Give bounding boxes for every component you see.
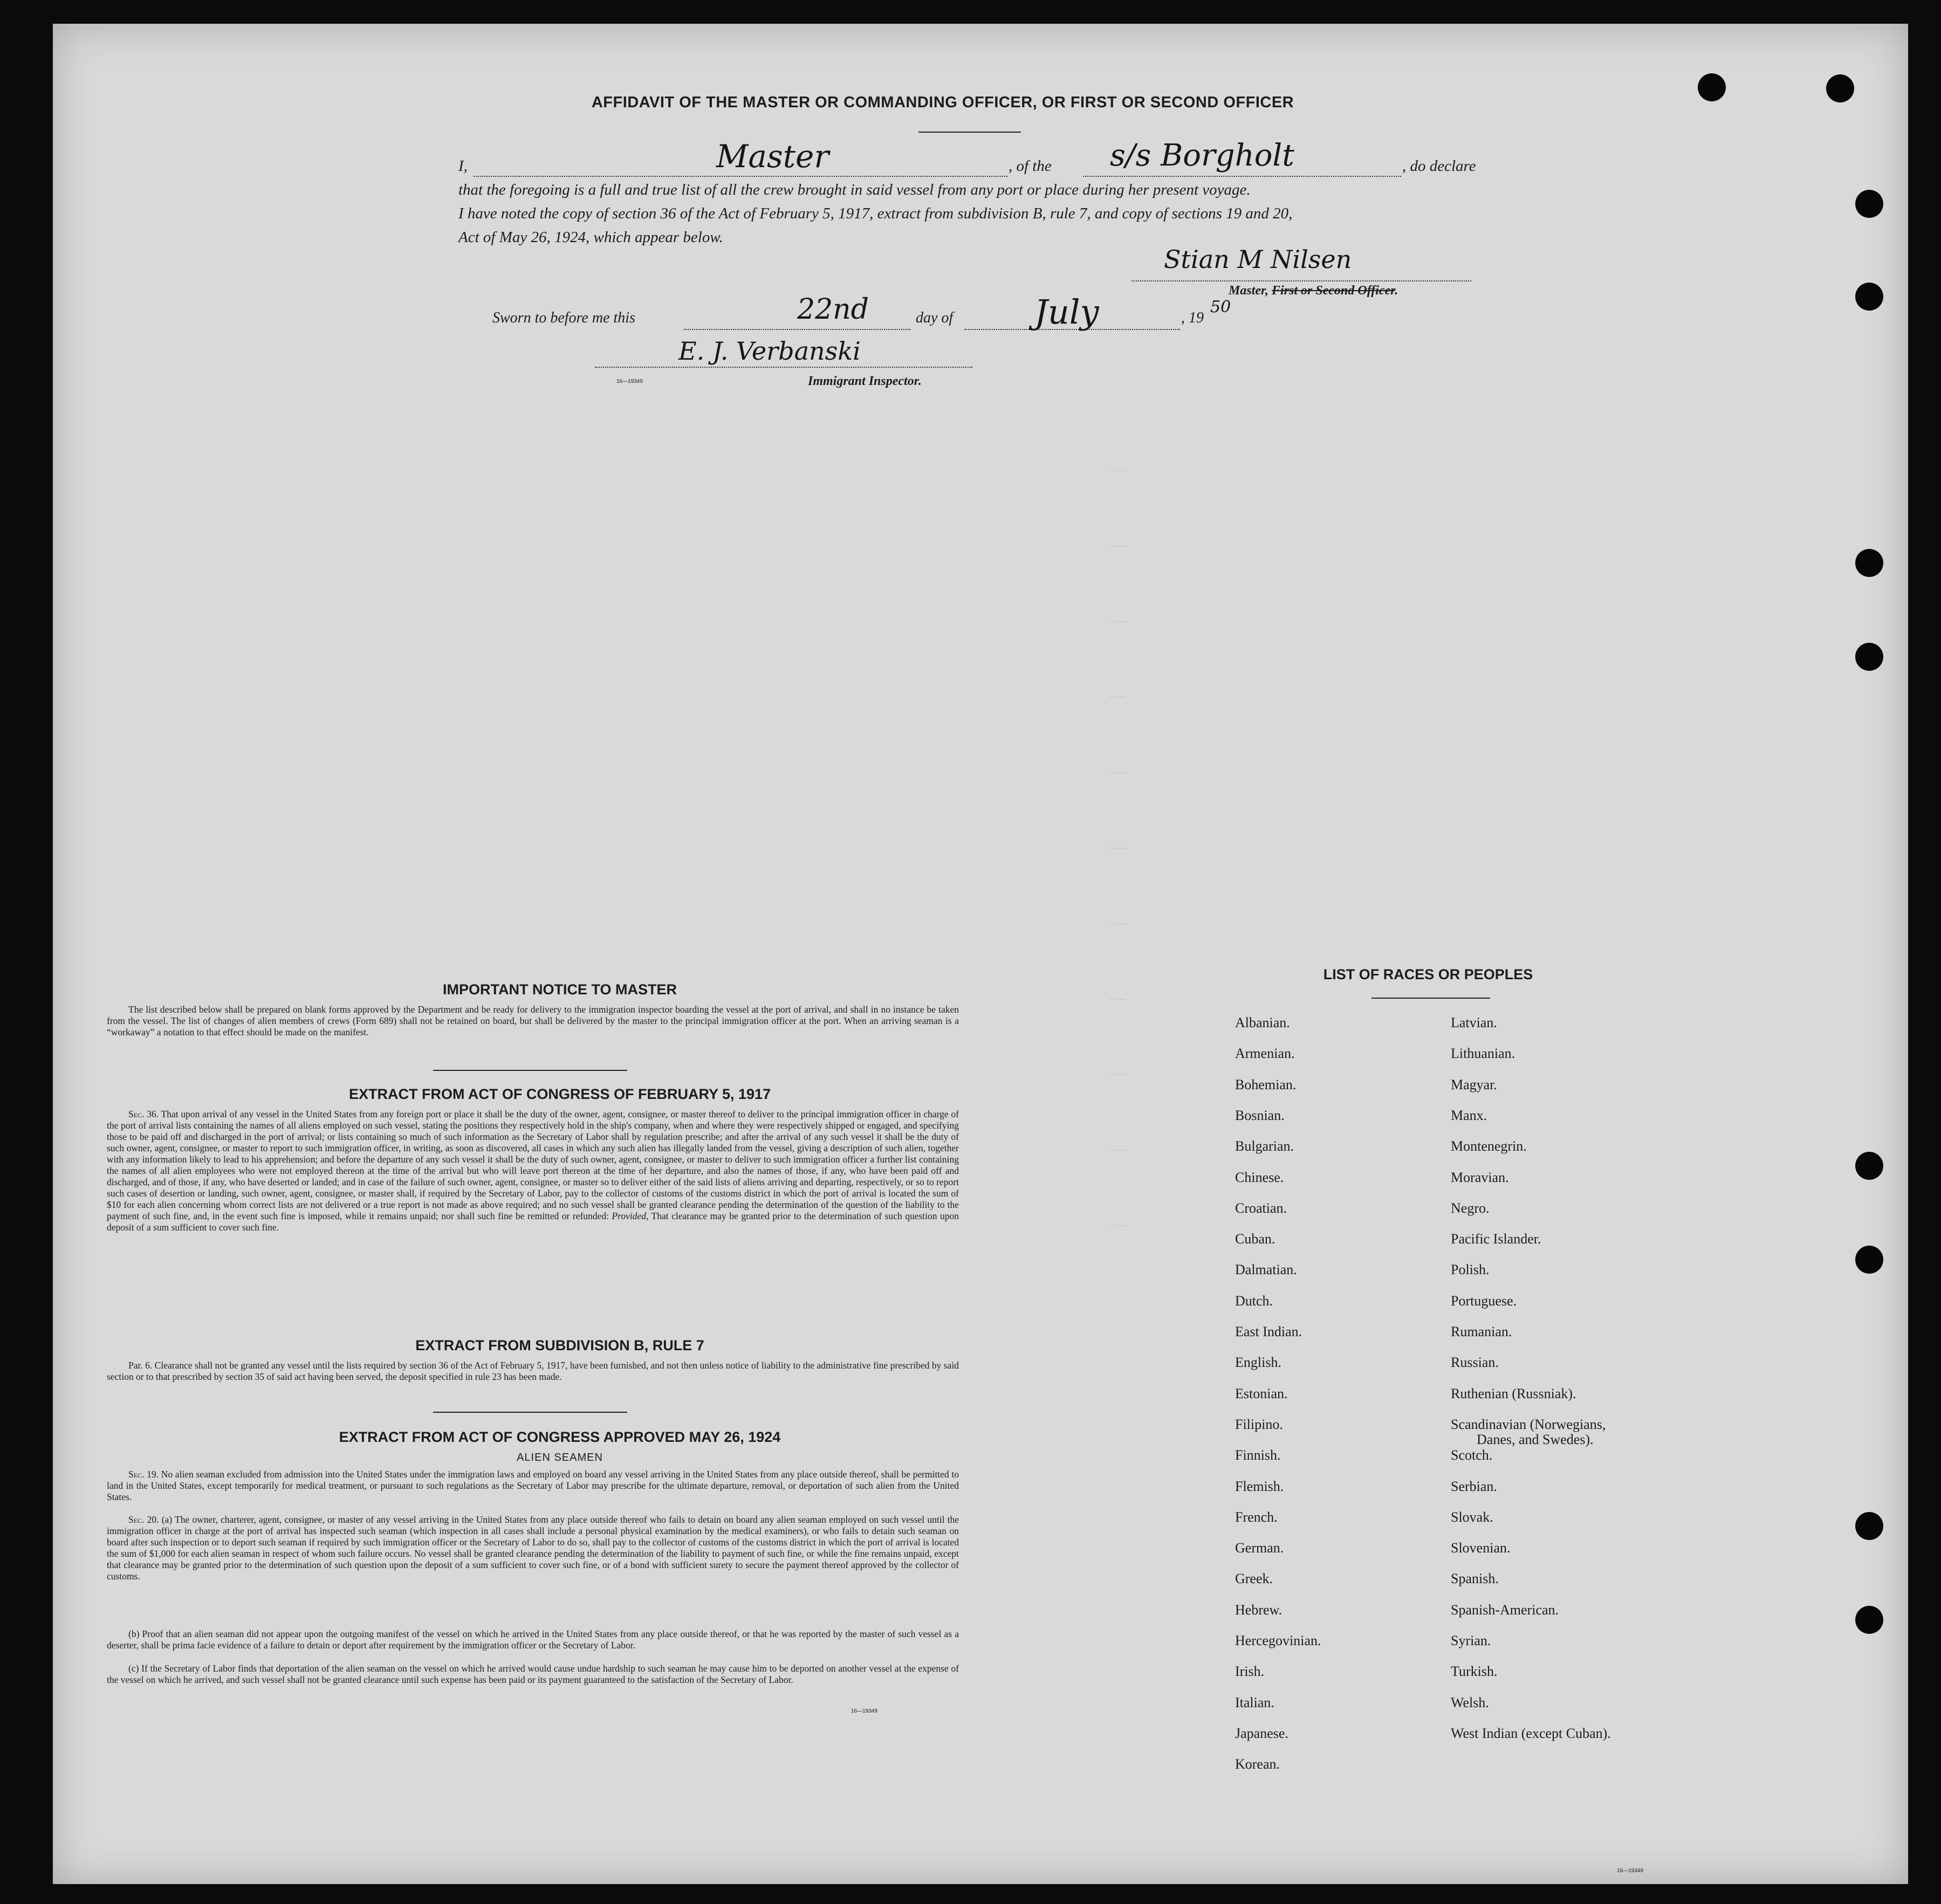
signature-dotted-line: [1131, 280, 1471, 281]
race-item: Hebrew.: [1235, 1601, 1282, 1618]
handwritten-year: 50: [1210, 298, 1231, 317]
master-signature: Stian M Nilsen: [1164, 245, 1352, 274]
binder-hole: [1855, 283, 1883, 311]
race-item: Japanese.: [1235, 1725, 1288, 1741]
race-item: Filipino.: [1235, 1416, 1283, 1432]
race-item: Scotch.: [1451, 1447, 1493, 1463]
race-item: Finnish.: [1235, 1447, 1281, 1463]
race-item: Slovak.: [1451, 1509, 1493, 1525]
affidavit-of-the: , of the: [1009, 157, 1052, 175]
race-item: Spanish-American.: [1451, 1601, 1559, 1618]
race-item: Polish.: [1451, 1262, 1490, 1278]
form-number-top: 16—19349: [616, 379, 643, 384]
sec19-label: Sec. 19.: [128, 1469, 159, 1480]
year-prefix: , 19: [1181, 310, 1204, 326]
sec36-body: That upon arrival of any vessel in the United States from any foreign port or place it shall be the duty of the owner, agent, consignee, or master thereof to deliver to the principal immigration officer in charge of the port of arrival lists containing the names of all aliens employed on such vessel, stating the positions they respectively hold in the ship's company, when and where they were respectively shipped or engaged, and specifying those to be paid off and discharged in the port of arrival; or lists containing so much of such information as the Secretary of Labor shall by regulation prescribe; and after the arrival of any such vessel it shall be the duty of such owner, agent, consignee, or master to report to such immigration officer, in writing, as soon as discovered, all cases in which any such alien has illegally landed from the vessel, giving a description of such alien, together with any information likely to lead to his apprehension; and before the departure of any such vessel it shall be the duty of such owner, agent, consignee, or master to deliver to such immigration officer a further list containing the names of all alien employees who were not employed thereon at the time of the arrival but who will leave port thereon at the time of her departure, and also the names of those, if any, who have been paid off and discharged, and of those, if any, who have deserted or landed; and in case of the failure of such owner, agent, consignee, or master so to deliver either of the said lists of aliens arriving and departing, respectively, or so to report such cases of desertion or landing, such owner, agent, consignee, or master shall, if required by the Secretary of Labor, pay to the collector of customs of the customs district in which the port of arrival is located the sum of $10 for each alien concerning whom correct lists are not delivered or a true report is not made as above required; and no such vessel shall be granted clearance pending the determination of the question of the liability to the payment of such fine, and, in the event such fine is imposed, while it remains unpaid; nor shall such fine be remitted or refunded:: [107, 1109, 959, 1221]
race-item: Greek.: [1235, 1571, 1273, 1587]
race-item: Flemish.: [1235, 1478, 1284, 1494]
race-item: French.: [1235, 1509, 1278, 1525]
affidavit-line-2: that the foregoing is a full and true list of all the crew brought in said vessel from any port or place during her present voyage.: [458, 181, 1251, 198]
sec19-text: [107, 1469, 959, 1503]
sec20a-body: (a) The owner, charterer, agent, consignee, or master of any vessel arriving in the United States from any place outside thereof who fails to detain on board any alien seaman employed on such vessel until the immigration officer in charge at the port of arrival has inspected such seaman (which inspection in all cases shall include a personal physical examination by the medical examiners), or who fails to detain such seaman on board after such inspection or to deport such seaman if required by such immigration officer or the Secretary of Labor to do so, shall pay to the collector of customs of the customs district in which the port of arrival is located the sum of $1,000 for each alien seaman in respect of whom such failure occurs. No vessel shall be granted clearance pending the determination of the liability to payment of such fine, or while the fine remains unpaid, except that clearance may be granted prior to the determination of such question upon the deposit of a sum sufficient to cover such fine, or of a bond with sufficient surety to secure the payment thereof approved by the collector of customs.: [107, 1514, 959, 1582]
sec36-label: Sec. 36.: [128, 1109, 159, 1119]
signature-caption: [1229, 284, 1398, 298]
races-divider: [1371, 998, 1490, 999]
race-item: Hercegovinian.: [1235, 1633, 1321, 1648]
race-item: Welsh.: [1451, 1694, 1489, 1710]
race-item: Dutch.: [1235, 1293, 1273, 1309]
affidavit-title: AFFIDAVIT OF THE MASTER OR COMMANDING OFFICER, OR FIRST OR SECOND OFFICER: [591, 94, 1294, 111]
day-of-label: day of: [916, 310, 954, 326]
race-item: Danes, and Swedes).: [1477, 1431, 1594, 1447]
extract-rule7-title: EXTRACT FROM SUBDIVISION B, RULE 7: [415, 1337, 704, 1353]
rule7-divider: [433, 1412, 627, 1413]
notice-text: The list described below shall be prepared on blank forms approved by the Department and be ready for delivery to the immigration inspector boarding the vessel at the port of arrival, and shall in no instance be taken from the vessel. The list of changes of alien members of crews (Form 689) shall not be retained on board, but shall be delivered by the master to the principal immigration officer at the port. When an arriving seaman is a “workaway” a notation to that effect should be made on the manifest.: [107, 1004, 959, 1037]
race-item: West Indian (except Cuban).: [1451, 1725, 1611, 1741]
extract-rule7-text: Par. 6. Clearance shall not be granted any vessel until the lists required by section 36 of the Act of February 5, 1917, have been furnished, and not then unless notice of liability to the administrative fine prescribed by said section or to that prescribed by section 35 of said act having been served, the deposit specified in rule 23 has been made.: [107, 1360, 959, 1382]
race-item: German.: [1235, 1540, 1284, 1556]
race-item: Bohemian.: [1235, 1076, 1297, 1092]
binder-hole: [1855, 190, 1883, 218]
race-item: East Indian.: [1235, 1324, 1302, 1339]
extract-1917-title: EXTRACT FROM ACT OF CONGRESS OF FEBRUARY 5, 1917: [348, 1086, 771, 1102]
race-item: Bosnian.: [1235, 1107, 1285, 1123]
binder-hole: [1826, 74, 1854, 102]
race-item: Bulgarian.: [1235, 1138, 1294, 1154]
race-item: Rumanian.: [1451, 1324, 1512, 1339]
role-dotted-line: [474, 176, 1007, 177]
binder-hole: [1855, 549, 1883, 577]
race-item: Chinese.: [1235, 1169, 1284, 1185]
race-item: Manx.: [1451, 1107, 1487, 1123]
race-item: Ruthenian (Russniak).: [1451, 1385, 1576, 1401]
sec19-body: No alien seaman excluded from admission into the United States under the immigration laws and employed on board any vessel arriving in the United States from any place outside thereof, shall be permitted to land in the United States, except temporarily for medical treatment, or pursuant to such regulations as the Secretary of Labor may prescribe for the ultimate departure, removal, or deportation of such alien from the United States.: [107, 1469, 959, 1502]
binder-hole: [1855, 643, 1883, 671]
race-item: Italian.: [1235, 1694, 1274, 1710]
binder-hole: [1855, 1246, 1883, 1274]
notice-divider: [433, 1070, 627, 1071]
race-item: Korean.: [1235, 1756, 1280, 1772]
race-item: Serbian.: [1451, 1478, 1497, 1494]
form-number-bottom-right: 16—19349: [1617, 1868, 1643, 1874]
document-page: AFFIDAVIT OF THE MASTER OR COMMANDING OFFICER, OR FIRST OR SECOND OFFICER I, Master , of the s/s Borgholt , do declare that the foregoing is a full and true list of all the crew brought in said vessel from any port or place during her present voyage. I have noted the copy of section 36 of the Act of February 5, 1917, extract from subdivision B, rule 7, and copy of sections 19 and 20, Act of May 26, 1924, which appear below. Stian M Nilsen Master, First or Second Officer. Sworn to before me this 22nd day of July , 19 50 E. J. Verbanski 16—19349 Immigrant Inspector. —·— —·— —·— —·— —·— —·— —·— —·— —·— —·— —·— IMPORTANT NOTICE TO MASTER The list described below shall be prepared on blank forms approved by the Department and be ready for delivery to the immigration inspector boarding the vessel at the port of arrival, and shall in no instance be taken from the vessel. The list of changes of alien members of crews (Form 689) shall not be retained on board, but shall be delivered by the master to the principal immigration officer at the port. When an arriving seaman is a “workaway” a notation to that effect should be made on the manifest. EXTRACT FROM ACT OF CONGRESS OF FEBRUARY 5, 1917 Sec. 36. That upon arrival of any vessel in the United States from any foreign port or place it shall be the duty of the owner, agent, consignee, or master thereof to deliver to the principal immigration officer in charge of the port of arrival lists containing the names of all aliens employed on such vessel, stating the positions they respectively hold in the ship's company, when and where they were respectively shipped or engaged, and specifying those to be paid off and discharged in the port of arrival; or lists containing so much of such information as the Secretary of Labor shall by regulation prescribe; and after the arrival of any such vessel it shall be the duty of such owner, agent, consignee, or master to report to such immigration officer, in writing, as soon as discovered, all cases in which any such alien has illegally landed from the vessel, giving a description of such alien, together with any information likely to lead to his apprehension; and before the departure of any such vessel it shall be the duty of such owner, agent, consignee, or master to deliver to such immigration officer a further list containing the names of all alien employees who were not employed thereon at the time of the arrival but who will leave port thereon at the time of her departure, and also the names of those, if any, who have been paid off and discharged, and of those, if any, who have deserted or landed; and in case of the failure of such owner, agent, consignee, or master so to deliver either of the said lists of aliens arriving and departing, respectively, or so to report such cases of desertion or landing, such owner, agent, consignee, or master shall, if required by the Secretary of Labor, pay to the collector of customs of the customs district in which the port of arrival is located the sum of $10 for each alien concerning whom correct lists are not delivered or a true report is not made as above required; and no such vessel shall be granted clearance pending the determination of the question of the liability to the payment of such fine, and, in the event such fine is imposed, while it remains unpaid; nor shall such fine be remitted or refunded: Provided, That clearance may be granted prior to the determination of such question upon deposit of a sum sufficient to cover such fine. EXTRACT FROM SUBDIVISION B, RULE 7 Par. 6. Clearance shall not be granted any vessel until the lists required by section 36 of the Act of February 5, 1917, have been furnished, and not then unless notice of liability to the administrative fine prescribed by said section or to that prescribed by section 35 of said act having been served, the deposit specified in rule 23 has been made. EXTRACT FROM ACT OF CONGRESS APPROVED MAY 26, 1924 ALIEN SEAMEN Sec. 19. No alien seaman excluded from admission into the United States under the immigration laws and employed on board any vessel arriving in the United States from any place outside thereof, shall be permitted to land in the United States, except temporarily for medical treatment, or pursuant to such regulations as the Secretary of Labor may prescribe for the ultimate departure, removal, or deportation of such alien from the United States. Sec. 20. (a) The owner, charterer, agent, consignee, or master of any vessel arriving in the United States from any place outside thereof who fails to detain on board any alien seaman employed on such vessel until the immigration officer in charge at the port of arrival has inspected such seaman (which inspection in all cases shall include a personal physical examination by the medical examiners), or who fails to detain such seaman on board after such inspection or to deport such seaman if required by such immigration officer or the Secretary of Labor to do so, shall pay to the collector of customs of the customs district in which the port of arrival is located the sum of $1,000 for each alien seaman in respect of whom such failure occurs. No vessel shall be granted clearance pending the determination of the liability to payment of such fine, or while the fine remains unpaid, except that clearance may be granted prior to the determination of such question upon the deposit of a sum sufficient to cover such fine, or of a bond with sufficient surety to secure the payment thereof approved by the collector of customs. (b) Proof that an alien seaman did not appear upon the outgoing manifest of the vessel on which he arrived in the United States from any place outside thereof, or that he was reported by the master of such vessel as a deserter, shall be prima facie evidence of a failure to detain or deport after requirement by the immigration officer or the Secretary of Labor. (c) If the Secretary of Labor finds that deportation of the alien seaman on the vessel on which he arrived would cause undue hardship to such seaman he may cause him to be deported on another vessel at the expense of the vessel on which he arrived, and such vessel shall not be granted clearance until such expense has been paid or its payment guaranteed to the satisfaction of the Secretary of Labor. 16—19349 LIST OF RACES OR PEOPLES Albanian. Armenian. Bohemian. Bosnian. Bulgarian. Chinese. Croatian. Cuban. Dalmatian. Dutch. East Indian. English. Estonian. Filipino. Finnish. Flemish. French. German. Greek. Hebrew. Hercegovinian. Irish. Italian. Japanese. Korean. Latvian. Lithuanian. Magyar. Manx. Montenegrin. Moravian. Negro. Pacific Islander. Polish. Portuguese. Rumanian. Russian. Ruthenian (Russniak). Scandinavian (Norwegians, Danes, and Swedes). Scotch. Serbian. Slovak. Slovenian. Spanish. Spanish-American. Syrian. Turkish. Welsh. West Indian (except Cuban). 16—19349: [53, 24, 1908, 1884]
race-item: Russian.: [1451, 1355, 1499, 1371]
race-item: Armenian.: [1235, 1046, 1295, 1062]
binder-hole: [1855, 1512, 1883, 1540]
extract-1924-title: EXTRACT FROM ACT OF CONGRESS APPROVED MAY 26, 1924: [339, 1429, 781, 1445]
sworn-prefix: Sworn to before me this: [492, 310, 635, 326]
alien-seamen-subtitle: ALIEN SEAMEN: [517, 1452, 603, 1463]
handwritten-vessel: s/s Borgholt: [1110, 138, 1294, 173]
handwritten-month: July: [1034, 292, 1099, 332]
caption-period: .: [1395, 284, 1398, 298]
race-item: Moravian.: [1451, 1169, 1509, 1185]
race-item: Turkish.: [1451, 1664, 1498, 1680]
race-item: Dalmatian.: [1235, 1262, 1297, 1278]
sec20c-text: (c) If the Secretary of Labor finds that deportation of the alien seaman on the vessel on which he arrived would cause undue hardship to such seaman he may cause him to be deported on another vessel at the expense of the vessel on which he arrived, and such vessel shall not be granted clearance until such expense has been paid or its payment guaranteed to the satisfaction of the Secretary of Labor.: [107, 1663, 959, 1685]
race-item: Spanish.: [1451, 1571, 1499, 1587]
race-item: Latvian.: [1451, 1015, 1497, 1030]
handwritten-day: 22nd: [797, 293, 869, 326]
race-item: Slovenian.: [1451, 1540, 1511, 1556]
binder-hole: [1855, 1152, 1883, 1180]
race-item: English.: [1235, 1355, 1281, 1371]
sec20a-text: [107, 1514, 959, 1582]
race-item: Magyar.: [1451, 1076, 1497, 1092]
race-item: Albanian.: [1235, 1015, 1290, 1030]
race-item: Negro.: [1451, 1200, 1490, 1216]
inspector-dotted-line: [595, 367, 972, 368]
binder-hole: [1855, 1606, 1883, 1634]
sec36-proviso-label: Provided,: [612, 1211, 649, 1221]
notice-title: IMPORTANT NOTICE TO MASTER: [443, 981, 677, 998]
day-dotted-line: [684, 329, 910, 330]
race-item: Scandinavian (Norwegians,: [1451, 1416, 1606, 1432]
inspector-caption: Immigrant Inspector.: [808, 374, 922, 388]
sec36-proviso-text: That clearance may be granted prior to the determination of such question upon deposit of a sum sufficient to cover such fine.: [107, 1211, 959, 1233]
extract-1917-text: [107, 1109, 959, 1233]
affidavit-line-3: I have noted the copy of section 36 of the Act of February 5, 1917, extract from subdivision B, rule 7, and copy of sections 19 and 20,: [458, 205, 1293, 222]
affidavit-line-4: Act of May 26, 1924, which appear below.: [458, 229, 723, 246]
form-number-bottom-left: 16—19349: [851, 1708, 877, 1714]
race-item: Cuban.: [1235, 1231, 1275, 1247]
race-item: Estonian.: [1235, 1385, 1288, 1401]
race-item: Irish.: [1235, 1664, 1265, 1680]
inspector-signature: E. J. Verbanski: [678, 336, 861, 366]
title-divider: [918, 132, 1021, 133]
race-item: Lithuanian.: [1451, 1046, 1515, 1062]
binder-hole: [1698, 73, 1726, 101]
caption-master: Master,: [1229, 284, 1269, 298]
races-title: LIST OF RACES OR PEOPLES: [1323, 966, 1533, 982]
caption-struck-officer: First or Second Officer: [1272, 284, 1395, 298]
race-item: Pacific Islander.: [1451, 1231, 1541, 1247]
affidavit-prefix: I,: [458, 157, 468, 175]
race-item: Croatian.: [1235, 1200, 1287, 1216]
race-item: Syrian.: [1451, 1633, 1491, 1648]
handwritten-role: Master: [716, 138, 829, 175]
sec20-label: Sec. 20.: [128, 1514, 159, 1525]
race-item: Montenegrin.: [1451, 1138, 1527, 1154]
race-item: Portuguese.: [1451, 1293, 1517, 1309]
vessel-dotted-line: [1083, 176, 1401, 177]
affidavit-declare: , do declare: [1402, 157, 1476, 175]
sec20b-text: (b) Proof that an alien seaman did not appear upon the outgoing manifest of the vessel on which he arrived in the United States from any place outside thereof, or that he was reported by the master of such vessel as a deserter, shall be prima facie evidence of a failure to detain or deport after requirement by the immigration officer or the Secretary of Labor.: [107, 1628, 959, 1651]
